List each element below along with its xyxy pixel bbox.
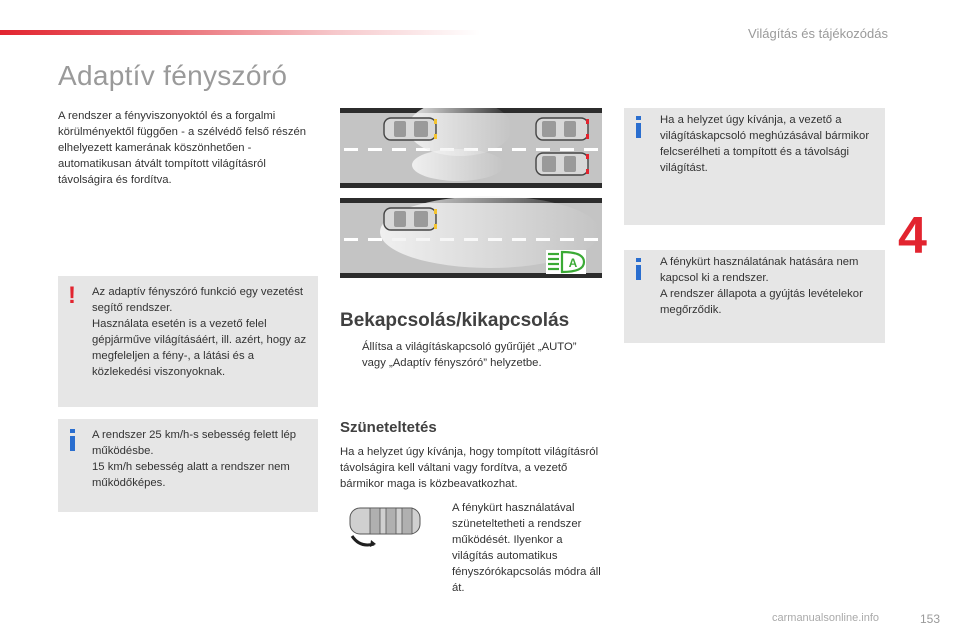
- preceding-car-icon: [536, 153, 589, 175]
- intro-paragraph: A rendszer a fényviszonyoktól és a forgalmi körülményektől függően - a szélvédő felső részén elhelyezett kamerának köszönhetően - automatikusan átvált tompított világításról távolságira és fordítva.: [58, 110, 307, 186]
- adaptive-headlamp-illustration: [340, 108, 602, 284]
- car-icon: [384, 118, 437, 140]
- info-box-speed: [58, 419, 318, 512]
- info-box-manual-switch: [624, 108, 885, 225]
- road-scene-low-beam: [340, 108, 602, 188]
- adaptive-headlamp-indicator-icon: [546, 250, 586, 274]
- pause-paragraph: Ha a helyzet úgy kívánja, hogy tompított világításról távolságira kell váltani vagy fordítva, a vezető bármikor maga is közbeavatkozhat.: [340, 446, 599, 490]
- oncoming-car-icon: [536, 118, 589, 140]
- warning-box: [58, 276, 318, 407]
- warning-exclamation-icon: !: [68, 282, 76, 309]
- lighting-stalk-illustration: [342, 498, 424, 550]
- info-icon: [70, 429, 75, 451]
- info-speed-text: A rendszer 25 km/h-s sebesség felett lép működésbe. 15 km/h sebesség alatt a rendszer nem működőképes.: [92, 429, 297, 489]
- page-title: Adaptív fényszóró: [58, 60, 288, 91]
- info-box-flash: [624, 250, 885, 343]
- header-accent-bar: [0, 30, 480, 35]
- car-icon: [384, 208, 437, 230]
- page-number: 153: [919, 612, 940, 626]
- info-icon: [636, 116, 641, 138]
- info-icon: [636, 258, 641, 280]
- watermark: carmanualsonline.info: [772, 612, 880, 624]
- indicator-label: A: [568, 256, 578, 270]
- section-header-title: Világítás és tájékozódás: [748, 26, 888, 41]
- info-manual-switch-text: Ha a helyzet úgy kívánja, a vezető a világításkapcsoló meghúzásával bármikor felcserélheti a tompított és a távolsági világítást.: [660, 114, 870, 174]
- section-title-on-off: Bekapcsolás/kikapcsolás: [340, 310, 570, 331]
- info-flash-text: A fénykürt használatának hatására nem kapcsol ki a rendszer. A rendszer állapota a gyújtás levételekor megőrződik.: [660, 256, 863, 316]
- warning-text: Az adaptív fényszóró funkció egy vezetést segítő rendszer. Használata esetén is a vezető felel gépjárműve világításáért, ill. azért, hogy az megfeleljen a fény-, a látási és a közlekedési viszonyoknak.: [92, 286, 307, 378]
- chapter-number: 4: [898, 207, 927, 265]
- on-off-instruction: Állítsa a világításkapcsoló gyűrűjét „AUTO” vagy „Adaptív fényszóró” helyzetbe.: [362, 341, 577, 369]
- pause-instruction: A fénykürt használatával szüneteltetheti a rendszer működését. Ilyenkor a világítás automatikus fényszórókapcsolás módra áll át.: [452, 502, 601, 594]
- section-title-pause: Szüneteltetés: [340, 419, 437, 436]
